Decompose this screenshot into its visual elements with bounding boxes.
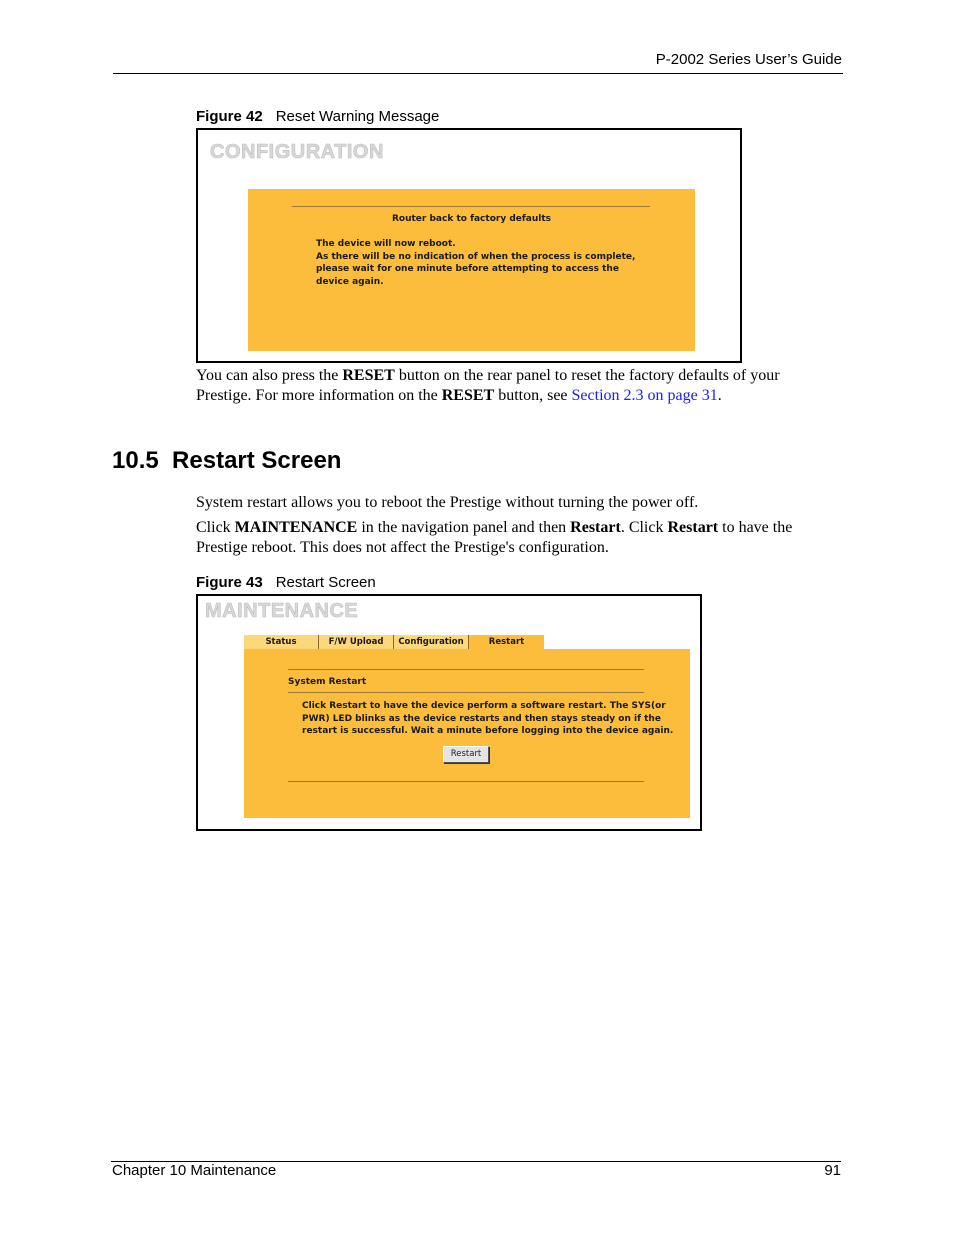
restart-intro-paragraph: System restart allows you to reboot the Prestige without turning the power off. (196, 494, 699, 511)
maintenance-title: MAINTENANCE (205, 600, 359, 622)
reset-bold: RESET (342, 367, 395, 384)
reset-paragraph (196, 366, 846, 406)
figure-42-caption (196, 108, 439, 125)
figure-42-screenshot (196, 128, 742, 363)
warning-line: As there will be no indication of when the process is complete, (316, 251, 636, 262)
tab-restart[interactable]: Restart (469, 635, 544, 649)
text: button, see (494, 387, 572, 404)
restart-bold: Restart (570, 519, 621, 536)
section-link[interactable]: Section 2.3 on page 31 (571, 387, 718, 404)
restart-message-line: restart is successful. Wait a minute before logging into the device again. (302, 726, 674, 736)
warning-line: please wait for one minute before attempting to access the (316, 264, 619, 274)
restart-message-line: Click Restart to have the device perform a software restart. The SYS(or (302, 701, 666, 711)
text: Prestige reboot. This does not affect the Prestige's configuration. (196, 539, 609, 556)
warning-line: device again. (316, 276, 384, 287)
text: You can also press the (196, 367, 343, 384)
restart-message (302, 700, 682, 738)
text: . (717, 387, 722, 404)
text: . Click (620, 519, 668, 536)
text: in the navigation panel and then (357, 519, 571, 536)
header-rule (113, 73, 843, 74)
text: Click (196, 519, 235, 536)
reset-warning-panel (248, 189, 695, 351)
maintenance-bold: MAINTENANCE (234, 519, 358, 536)
panel-divider (288, 692, 644, 693)
panel-divider (292, 206, 650, 207)
text: Prestige. For more information on the (196, 387, 442, 404)
panel-divider (288, 669, 644, 670)
header-title: P-2002 Series User’s Guide (655, 51, 842, 68)
figure-43-screenshot (196, 594, 702, 831)
tab-status[interactable]: Status (244, 635, 319, 649)
text: to have the (718, 519, 793, 536)
restart-instructions-paragraph (196, 518, 846, 558)
warning-line: The device will now reboot. (316, 239, 456, 249)
figure-43-caption-text: Restart Screen (275, 574, 376, 591)
panel-divider (288, 781, 644, 782)
footer-chapter: Chapter 10 Maintenance (112, 1162, 277, 1179)
tab-configuration[interactable]: Configuration (394, 635, 469, 649)
figure-42-label: Figure 42 (196, 108, 263, 125)
restart-panel (244, 649, 690, 818)
figure-42-caption-text: Reset Warning Message (275, 108, 440, 125)
footer-page-number: 91 (824, 1162, 841, 1179)
section-heading: 10.5 Restart Screen (112, 447, 342, 474)
warning-message (316, 238, 686, 288)
restart-bold: Restart (667, 519, 719, 536)
figure-43-label: Figure 43 (196, 574, 263, 591)
panel-title: Router back to factory defaults (391, 214, 552, 224)
restart-message-line: PWR) LED blinks as the device restarts and then stays steady on if the (302, 713, 661, 724)
system-restart-title: System Restart (288, 677, 367, 687)
reset-bold: RESET (441, 387, 495, 404)
tab-bar (244, 635, 544, 649)
tab-fw-upload[interactable]: F/W Upload (319, 635, 394, 649)
text: button on the rear panel to reset the factory defaults of your (394, 367, 780, 384)
figure-43-caption (196, 574, 376, 591)
restart-button[interactable]: Restart (443, 746, 489, 763)
configuration-title: CONFIGURATION (210, 141, 384, 163)
